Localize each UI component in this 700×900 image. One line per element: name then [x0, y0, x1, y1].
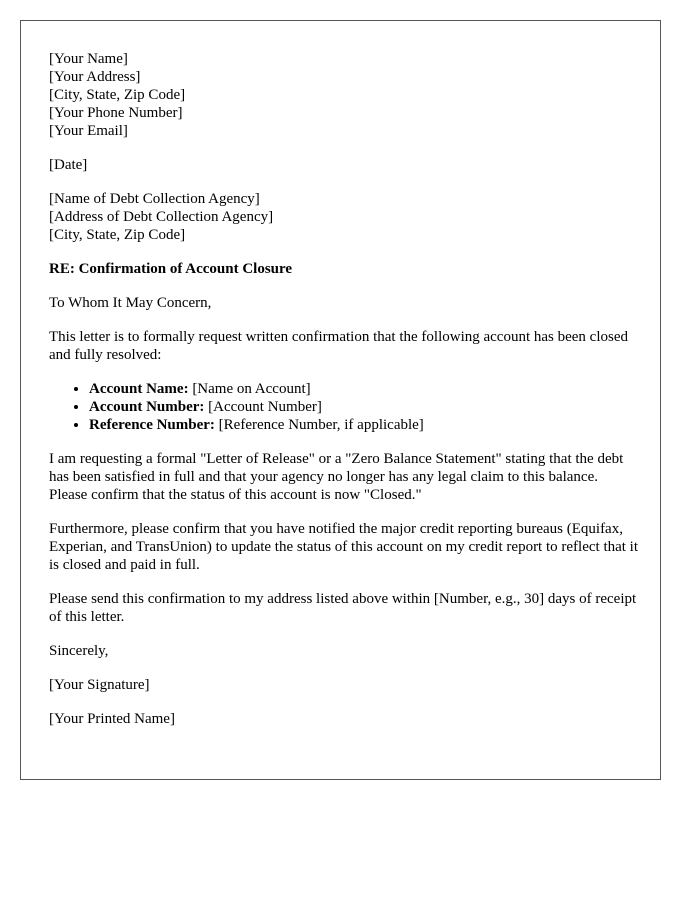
printed-name: [Your Printed Name] [49, 711, 175, 727]
account-detail-value: [Name on Account] [188, 381, 311, 397]
sender-address: [Your Address] [49, 69, 141, 85]
recipient-city-state-zip: [City, State, Zip Code] [49, 227, 186, 243]
credit-bureaus-paragraph: Furthermore, please confirm that you have notified the major credit reporting bureaus (Equifax, Experian, and TransUnion) to update the status of this account on my credit report to reflect that it is closed and paid in full. [49, 521, 639, 573]
signature: [Your Signature] [49, 677, 150, 693]
account-detail-item [89, 380, 639, 398]
sender-email: [Your Email] [49, 123, 128, 139]
account-details-list [49, 380, 639, 434]
letter-page [20, 20, 661, 780]
sender-name: [Your Name] [49, 51, 128, 67]
deadline-paragraph: Please send this confirmation to my address listed above within [Number, e.g., 30] days of receipt of this letter. [49, 591, 637, 625]
account-detail-item [89, 416, 639, 434]
letter-date: [Date] [49, 157, 88, 173]
account-detail-label: Reference Number: [89, 417, 215, 433]
account-detail-label: Account Name: [89, 381, 189, 397]
recipient-address: [Address of Debt Collection Agency] [49, 209, 274, 225]
subject-line: RE: Confirmation of Account Closure [49, 261, 293, 277]
date-block [49, 156, 639, 174]
recipient-name: [Name of Debt Collection Agency] [49, 191, 260, 207]
sender-block [49, 50, 639, 140]
account-detail-value: [Account Number] [204, 399, 322, 415]
account-detail-label: Account Number: [89, 399, 205, 415]
salutation: To Whom It May Concern, [49, 295, 212, 311]
closing: Sincerely, [49, 643, 109, 659]
recipient-block [49, 190, 639, 244]
sender-city-state-zip: [City, State, Zip Code] [49, 87, 186, 103]
letter-body [49, 50, 639, 744]
request-paragraph: I am requesting a formal "Letter of Release" or a "Zero Balance Statement" stating that the debt has been satisfied in full and that your agency no longer has any legal claim to this balance. Please confirm that the status of this account is now "Closed." [49, 451, 624, 503]
account-detail-value: [Reference Number, if applicable] [214, 417, 424, 433]
account-detail-item [89, 398, 639, 416]
intro-paragraph: This letter is to formally request written confirmation that the following account has been closed and fully resolved: [49, 329, 629, 363]
sender-phone: [Your Phone Number] [49, 105, 183, 121]
